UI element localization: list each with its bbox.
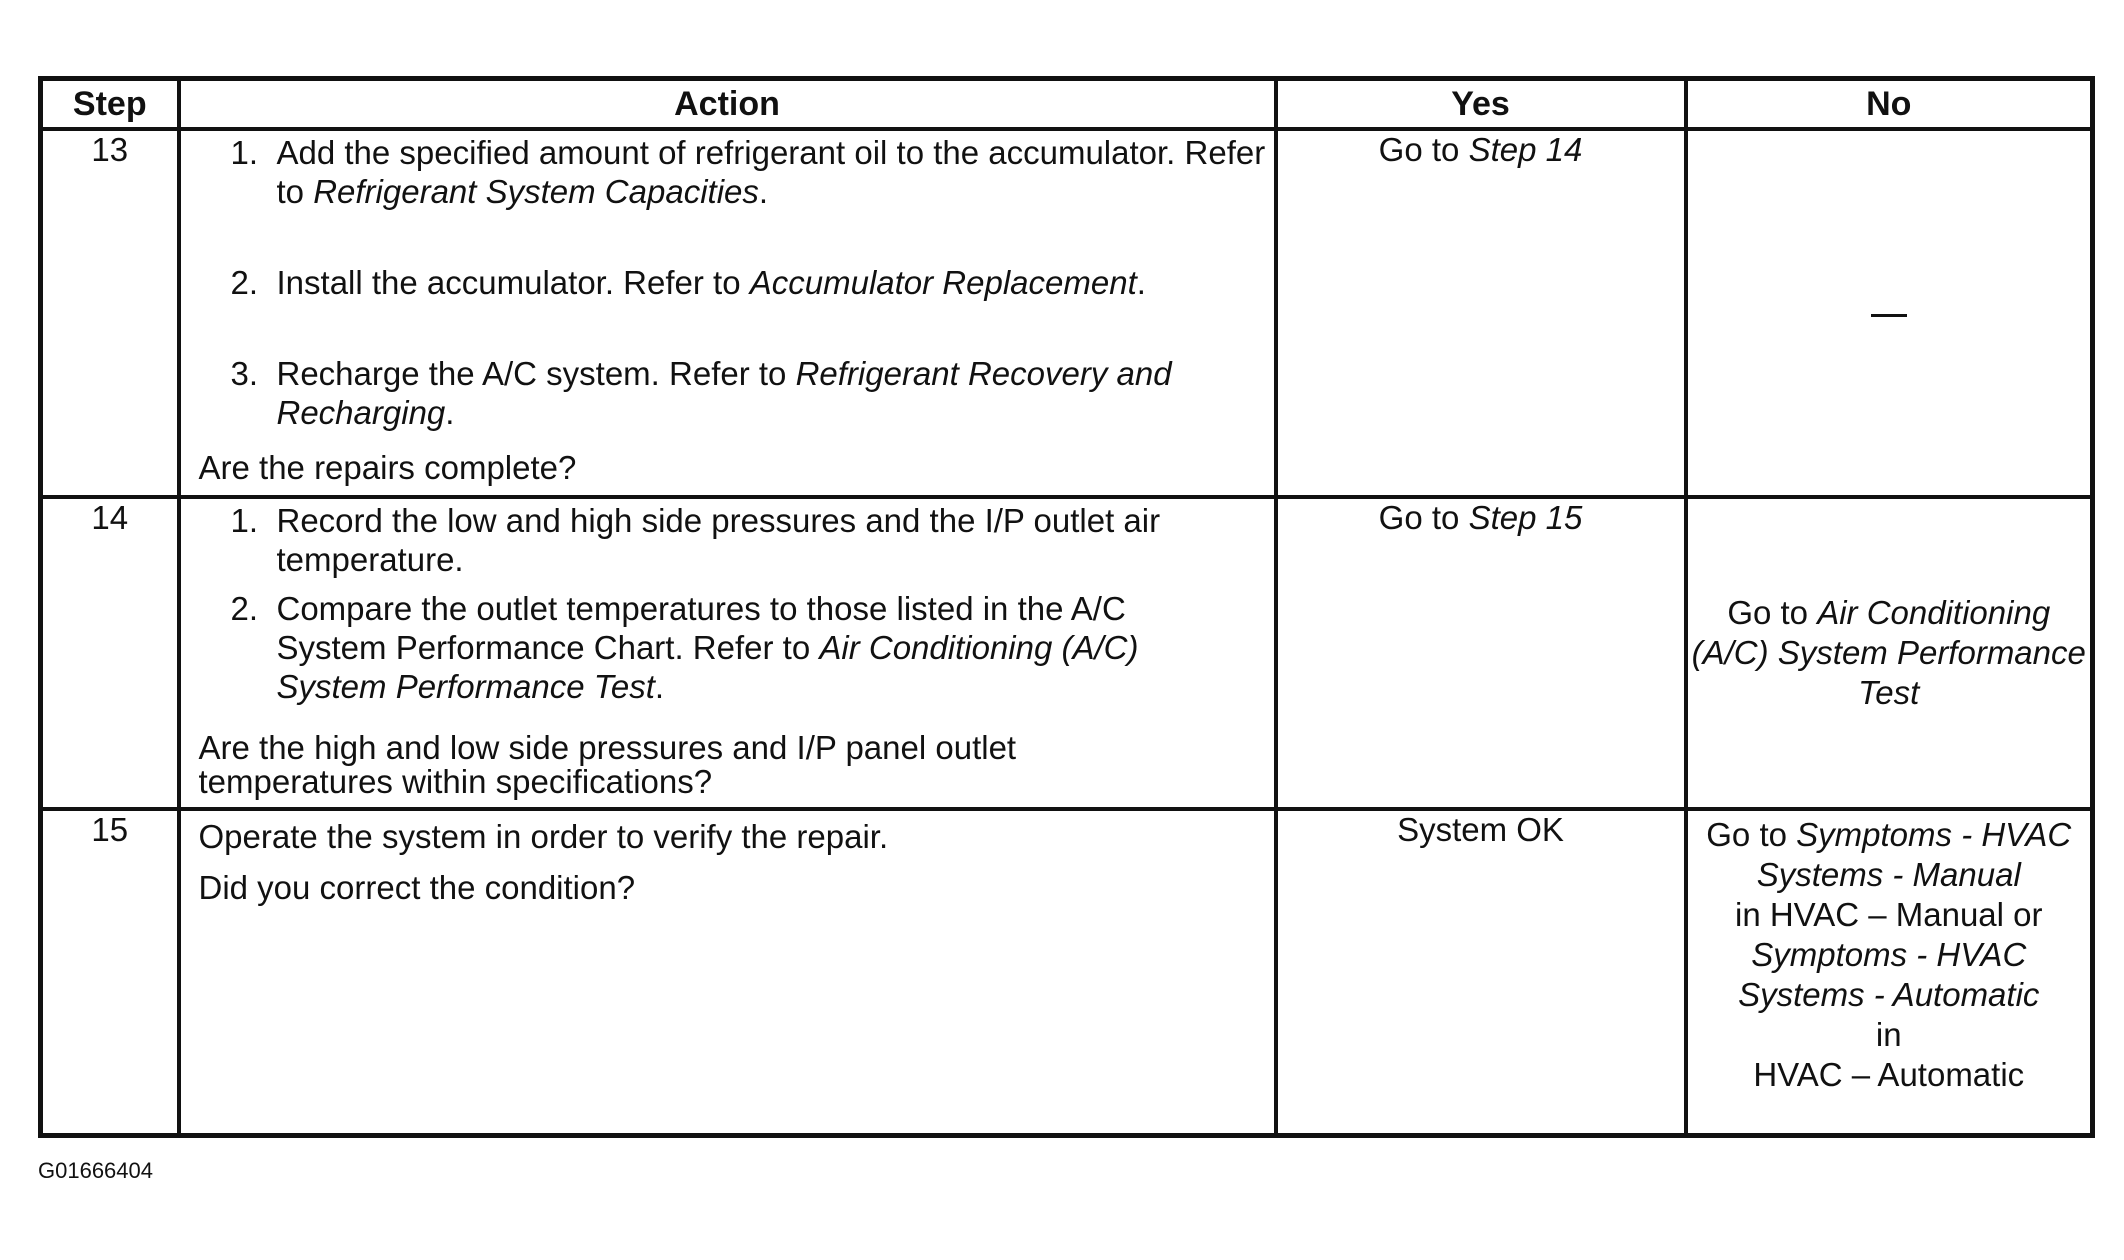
action-step-number: 2. <box>230 264 259 301</box>
action-step-number: 1. <box>230 502 259 539</box>
table-row-step-14 <box>41 497 2093 809</box>
action-steps <box>181 131 1274 432</box>
action-question: Are the repairs complete? <box>198 449 577 486</box>
header-action: Action <box>179 79 1276 130</box>
action-cell <box>179 497 1276 809</box>
action-step-end: . <box>1136 264 1146 301</box>
action-step-end: . <box>758 173 769 210</box>
action-step-text: Recharge the A/C system. Refer to <box>276 355 796 392</box>
yes-prefix: Go to <box>1378 499 1469 536</box>
action-step-end: . <box>654 668 665 705</box>
diagnostic-table-container <box>38 76 2090 1138</box>
no-cell <box>1686 809 2093 1135</box>
reference-link[interactable]: Refrigerant Recovery and Recharging <box>276 355 1172 431</box>
action-step <box>181 589 1274 706</box>
reference-link[interactable]: Accumulator Replacement <box>749 264 1137 301</box>
action-step <box>181 354 1274 432</box>
action-step-text: Add the specified amount of refrigerant oil to the accumulator. Refer to <box>276 134 1266 210</box>
action-step <box>181 501 1274 579</box>
action-question: Did you correct the condition? <box>198 869 636 906</box>
action-step <box>181 263 1274 302</box>
action-step <box>181 133 1274 211</box>
reference-link[interactable]: Symptoms - HVAC Systems - Manual <box>1756 816 2072 893</box>
yes-cell <box>1276 497 1686 809</box>
action-question: Are the high and low side pressures and I/P panel outlet temperatures within specifications? <box>198 729 1017 800</box>
step-number: 13 <box>41 129 179 497</box>
reference-link[interactable]: Air Conditioning (A/C) System Performance Test <box>276 629 1139 705</box>
goto-step-link[interactable]: Step 15 <box>1468 499 1583 536</box>
action-step-text: Compare the outlet temperatures to those listed in the A/C System Performance Chart. Refer to <box>276 590 1126 666</box>
action-step-number: 3. <box>230 355 259 392</box>
reference-link[interactable]: Air Conditioning (A/C) System Performance Test <box>1691 594 2086 711</box>
no-prefix: Go to <box>1706 816 1797 853</box>
action-cell <box>179 809 1276 1135</box>
table-row-step-15 <box>41 809 2093 1135</box>
action-cell <box>179 129 1276 497</box>
header-no: No <box>1686 79 2093 130</box>
reference-link[interactable]: Refrigerant System Capacities <box>313 173 759 210</box>
action-step-number: 2. <box>230 590 259 627</box>
goto-step-link[interactable]: Step 14 <box>1468 131 1583 168</box>
no-action-dash <box>1871 314 1907 317</box>
action-step-text: Install the accumulator. Refer to <box>276 264 750 301</box>
yes-cell <box>1276 129 1686 497</box>
reference-link[interactable]: Symptoms - HVAC Systems - Automatic <box>1738 936 2040 1013</box>
action-line: Operate the system in order to verify the repair. <box>198 818 889 855</box>
diagnostic-table <box>38 76 2095 1138</box>
no-cell <box>1686 497 2093 809</box>
action-steps <box>181 499 1274 706</box>
action-step-end: . <box>445 394 455 431</box>
yes-cell: System OK <box>1276 809 1686 1135</box>
header-step: Step <box>41 79 179 130</box>
no-in-text: in <box>1875 1016 1902 1053</box>
action-step-text: Record the low and high side pressures and the I/P outlet air temperature. <box>276 502 1161 578</box>
no-tail-text: HVAC – Automatic <box>1753 1056 2025 1093</box>
step-number: 14 <box>41 497 179 809</box>
header-row <box>41 79 2093 130</box>
no-prefix: Go to <box>1727 594 1818 631</box>
no-cell <box>1686 129 2093 497</box>
no-mid-text: in HVAC – Manual or <box>1734 896 2043 933</box>
table-row-step-13 <box>41 129 2093 497</box>
header-yes: Yes <box>1276 79 1686 130</box>
yes-prefix: Go to <box>1378 131 1469 168</box>
step-number: 15 <box>41 809 179 1135</box>
action-step-number: 1. <box>230 134 259 171</box>
figure-id: G01666404 <box>38 1158 153 1183</box>
